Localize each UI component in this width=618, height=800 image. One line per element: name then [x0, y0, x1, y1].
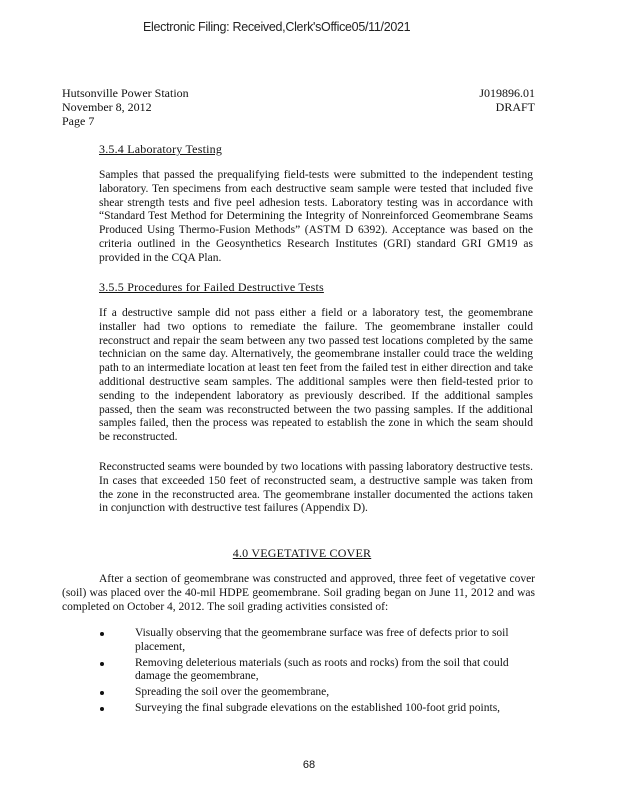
header-right — [479, 86, 535, 114]
header-draft: DRAFT — [495, 100, 535, 114]
bullet-icon — [100, 632, 104, 636]
paragraph-laboratory-testing: Samples that passed the prequalifying field-tests were submitted to the independent testing laboratory. Ten specimens from each destructive seam sample were tested that included five shear strength tests and five peel adhesion tests. Laboratory testing was in accordance with “Standard Test Method for Determining the Integrity of Nonreinforced Geomembrane Seams Produced Using Thermo-Fusion Methods” (ASTM D 6392). Acceptance was based on the criteria outlined in the Geosynthetics Research Institutes (GRI) standard GRI GM19 as provided in the CQA Plan. — [99, 169, 533, 264]
list-item-text: Spreading the soil over the geomembrane, — [135, 686, 330, 699]
list-item-text: Surveying the final subgrade elevations on the established 100-foot grid points, — [135, 701, 501, 714]
list-item — [98, 686, 538, 700]
heading-laboratory-testing: 3.5.4 Laboratory Testing — [99, 142, 223, 156]
soil-grading-activities-list — [98, 627, 538, 718]
header-left — [62, 86, 189, 128]
electronic-filing-stamp: Electronic Filing: Received,Clerk'sOffice05/11/2021 — [143, 20, 411, 34]
list-item — [98, 627, 538, 655]
header-station: Hutsonville Power Station — [62, 86, 189, 100]
paragraph-failed-tests-2: Reconstructed seams were bounded by two locations with passing laboratory destructive tests. In cases that exceeded 150 feet of reconstructed seam, a destructive sample was taken from the zone in the reconstructed area. The geomembrane installer documented the actions taken in conjunction with destructive test failures (Appendix D). — [99, 461, 533, 515]
bullet-icon — [100, 707, 104, 711]
header-page: Page 7 — [62, 114, 95, 128]
heading-vegetative-cover-text: 4.0 VEGETATIVE COVER — [232, 546, 372, 560]
bullet-icon — [100, 662, 104, 666]
page-number: 68 — [302, 759, 316, 771]
list-item — [98, 657, 538, 685]
header-date: November 8, 2012 — [62, 100, 152, 114]
bullet-icon — [100, 691, 104, 695]
paragraph-vegetative-cover: After a section of geomembrane was constructed and approved, three feet of vegetative cover (soil) was placed over the 40-mil HDPE geomembrane. Soil grading began on June 11, 2012 and was completed on October 4, 2012. The soil grading activities consisted of: — [62, 573, 535, 613]
heading-failed-destructive-tests: 3.5.5 Procedures for Failed Destructive Tests — [99, 280, 324, 294]
list-item-text: Removing deleterious materials (such as roots and rocks) from the soil that could damage the geomembrane, — [135, 656, 509, 683]
heading-vegetative-cover — [0, 546, 618, 561]
paragraph-failed-tests-1: If a destructive sample did not pass either a field or a laboratory test, the geomembrane installer had two options to remediate the failure. The geomembrane installer could reconstruct and repair the seam between any two passed test locations completed by the same technician on the same day. Alternatively, the geomembrane installer could trace the welding path to an intermediate location at least ten feet from the failed test in either direction and take additional destructive seam samples. The additional samples were then field-tested prior to sending to the independent laboratory as previously described. If the additional samples passed, then the seam was reconstructed between the two passing samples. If the additional samples failed, then the process was repeated to establish the zone in which the seam should be reconstructed. — [99, 307, 533, 444]
list-item — [98, 702, 538, 716]
header-job-number: J019896.01 — [479, 86, 535, 100]
list-item-text: Visually observing that the geomembrane surface was free of defects prior to soil placement, — [135, 627, 509, 653]
